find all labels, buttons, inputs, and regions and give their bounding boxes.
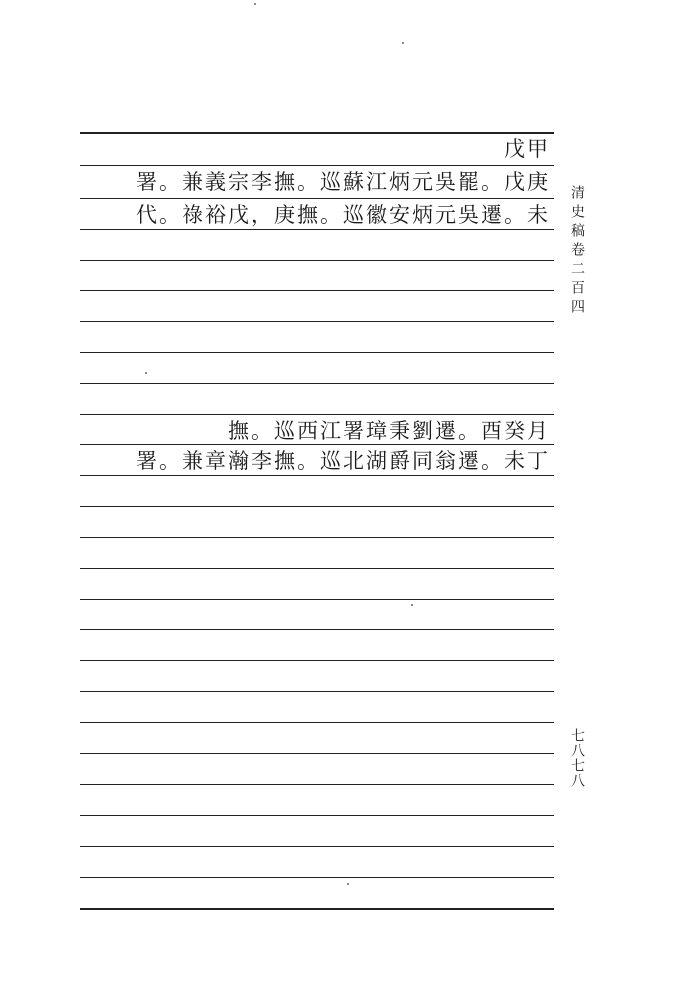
table-rule [80,815,554,816]
margin-book-title: 清史稿卷二百四 [569,185,585,318]
table-rule [80,599,554,600]
row-text: 戊甲 [504,137,550,161]
scan-speck [411,604,413,606]
row-text: 撫。巡西江署璋秉劉遷。酉癸月 [228,419,550,443]
table-rule [80,198,554,199]
table-rule [80,753,554,754]
row-text: 代。祿裕戊，庚撫。巡徽安炳元吳遷。未 [136,203,550,227]
table-rule [80,260,554,261]
table-rule [80,722,554,723]
table-row [80,200,554,230]
table-row [80,416,554,446]
scan-speck [347,883,349,885]
row-text: 署。兼義宗李撫。巡蘇江炳元吳罷。戊庚 [136,170,550,194]
scan-speck [402,42,404,44]
scan-speck [254,3,256,5]
table-rule [80,506,554,507]
table-rule [80,352,554,353]
row-text: 署。兼章瀚李撫。巡北湖爵同翁遷。未丁 [136,449,550,473]
table-rule [80,660,554,661]
table-rule [80,784,554,785]
table-rule [80,846,554,847]
table-row [80,446,554,476]
table-row [80,167,554,197]
table-rule [80,537,554,538]
table-rule [80,383,554,384]
table-rule [80,568,554,569]
table-rule [80,908,554,910]
page-number: 七八七八 [569,728,585,788]
table-rule [80,629,554,630]
table-rule [80,165,554,166]
table-rule [80,414,554,415]
table-row [80,134,554,164]
table-rule [80,877,554,878]
table-rule [80,290,554,291]
scan-speck [145,372,147,374]
table-rule [80,691,554,692]
table-rule [80,321,554,322]
